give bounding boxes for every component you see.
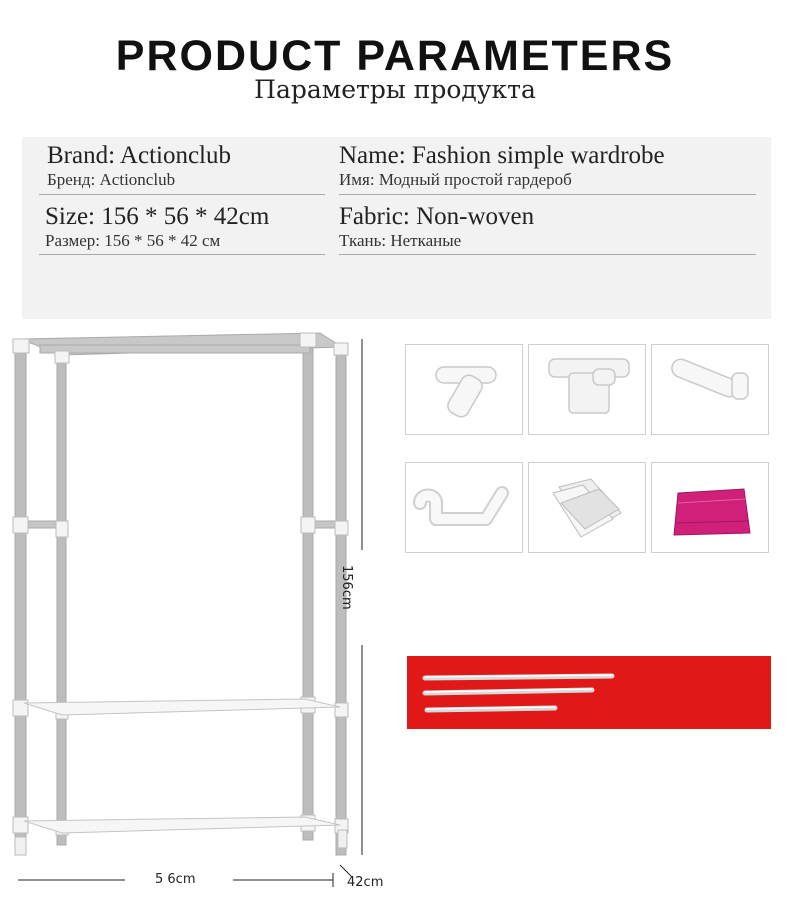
parameters-panel	[22, 137, 771, 319]
size-cell	[45, 203, 269, 251]
fabric-en: Fabric: Non-woven	[339, 203, 535, 230]
white-cloth-part	[528, 462, 646, 553]
wardrobe-frame-illustration	[0, 325, 400, 916]
fabric-ru: Ткань: Нетканые	[339, 231, 462, 250]
white-cloth-icon	[529, 463, 645, 552]
t-connector-part	[405, 344, 523, 435]
brand-en: Brand: Actionclub	[47, 142, 231, 169]
brand-cell	[47, 142, 231, 190]
depth-label: 42cm	[347, 875, 384, 890]
size-ru: Размер: 156 * 56 * 42 см	[45, 231, 221, 250]
brand-ru: Бренд: Actionclub	[47, 170, 176, 189]
elbow-connector-part	[651, 344, 769, 435]
size-en: Size: 156 * 56 * 42cm	[45, 203, 270, 230]
name-cell	[339, 142, 665, 190]
wardrobe-frame-icon	[0, 325, 400, 916]
elbow-connector-icon	[652, 345, 768, 434]
divider	[339, 254, 756, 255]
rods-panel	[407, 656, 771, 729]
divider	[339, 194, 756, 195]
divider	[39, 194, 325, 195]
three-way-connector-part	[528, 344, 646, 435]
fabric-cell	[339, 203, 534, 251]
pink-cloth-icon	[652, 463, 768, 552]
pink-cloth-part	[651, 462, 769, 553]
three-way-connector-icon	[529, 345, 645, 434]
divider	[39, 254, 325, 255]
page-title: PRODUCT PARAMETERS	[115, 32, 675, 80]
t-connector-icon	[406, 345, 522, 434]
page-subtitle: Параметры продукта	[254, 75, 536, 104]
height-label: 156cm	[339, 565, 354, 610]
hook-part	[405, 462, 523, 553]
width-label: 5 6cm	[155, 872, 196, 887]
name-ru: Имя: Модный простой гардероб	[339, 170, 572, 189]
name-en: Name: Fashion simple wardrobe	[339, 142, 665, 169]
metal-rods-icon	[407, 656, 771, 729]
hook-icon	[406, 463, 522, 552]
